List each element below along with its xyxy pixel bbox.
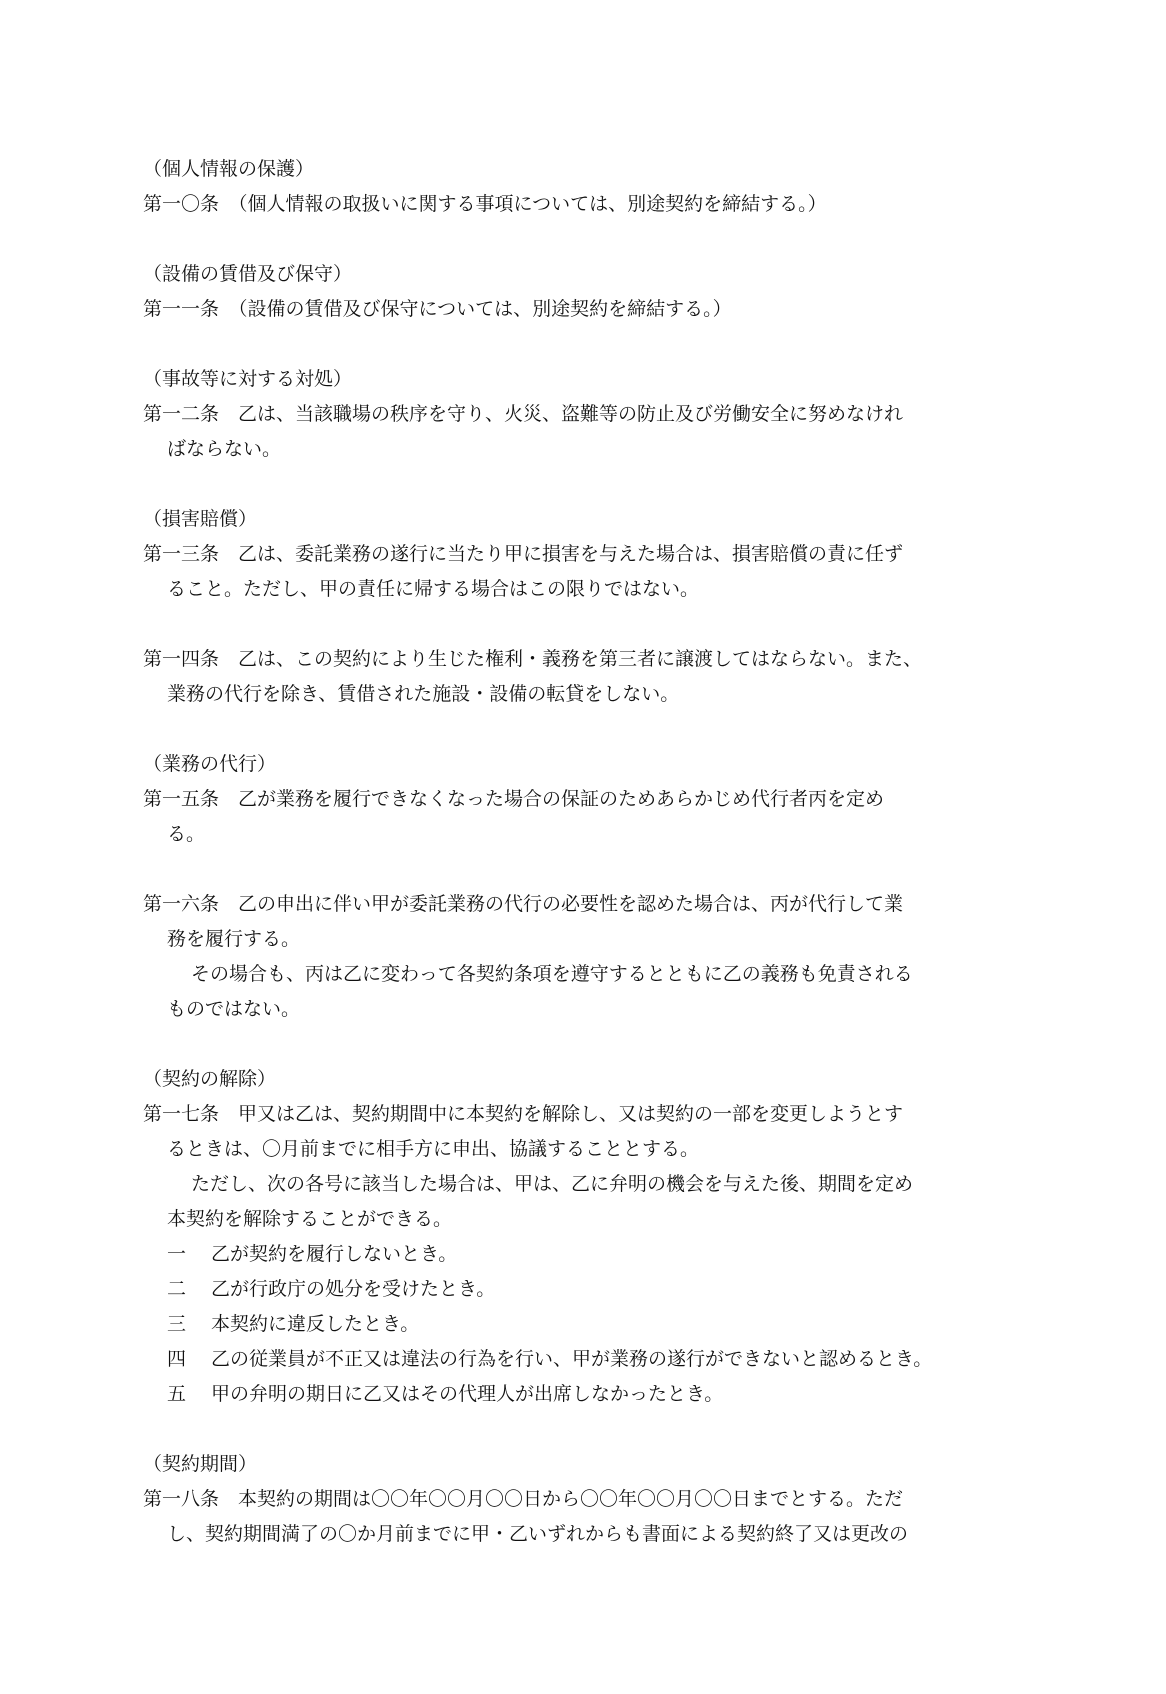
article-13-heading: （損害賠償） [143,508,258,530]
list-item-number: 三 [167,1313,187,1335]
article-10-heading: （個人情報の保護） [143,158,315,180]
spacer [143,607,1023,642]
spacer [143,222,1023,257]
article-11-text: 第一一条 （設備の賃借及び保守については、別途契約を締結する。） [143,298,732,320]
spacer [143,852,1023,887]
list-item [143,1377,1023,1412]
article-17-para2-line1: ただし、次の各号に該当した場合は、甲は、乙に弁明の機会を与えた後、期間を定め [191,1173,914,1195]
list-item-number: 四 [167,1348,187,1370]
list-item [143,1342,1023,1377]
list-item-number: 一 [167,1243,187,1265]
article-17-heading: （契約の解除） [143,1068,277,1090]
spacer [143,712,1023,747]
article-14-text-line1: 第一四条 乙は、この契約により生じた権利・義務を第三者に譲渡してはならない。また、 [143,648,923,670]
article-12-text-line1: 第一二条 乙は、当該職場の秩序を守り、火災、盗難等の防止及び労働安全に努めなけれ [143,403,904,425]
article-11-heading: （設備の賃借及び保守） [143,263,353,285]
spacer [143,467,1023,502]
article-12-text-line2: ばならない。 [167,438,282,460]
list-item-number: 二 [167,1278,187,1300]
list-item-text: 乙が契約を履行しないとき。 [211,1243,458,1265]
list-item-number: 五 [167,1383,187,1405]
spacer [143,1027,1023,1062]
article-12-heading: （事故等に対する対処） [143,368,353,390]
article-13-text-line2: ること。ただし、甲の責任に帰する場合はこの限りではない。 [167,578,700,600]
article-16-para2-line2: ものではない。 [167,998,301,1020]
article-17-para2-line2: 本契約を解除することができる。 [167,1208,453,1230]
list-item-text: 乙の従業員が不正又は違法の行為を行い、甲が業務の遂行ができないと認めるとき。 [211,1348,933,1370]
article-15-heading: （業務の代行） [143,753,277,775]
list-item [143,1272,1023,1307]
article-18-text-line2: し、契約期間満了の〇か月前までに甲・乙いずれからも書面による契約終了又は更改の [167,1523,909,1545]
article-10-text: 第一〇条 （個人情報の取扱いに関する事項については、別途契約を締結する。） [143,193,827,215]
spacer [143,1412,1023,1447]
article-16-text-line1: 第一六条 乙の申出に伴い甲が委託業務の代行の必要性を認めた場合は、丙が代行して業 [143,893,904,915]
article-16-text-line2: 務を履行する。 [167,928,301,950]
article-14-text-line2: 業務の代行を除き、賃借された施設・設備の転貸をしない。 [167,683,680,705]
article-13-text-line1: 第一三条 乙は、委託業務の遂行に当たり甲に損害を与えた場合は、損害賠償の責に任ず [143,543,904,565]
article-18-heading: （契約期間） [143,1453,258,1475]
list-item [143,1237,1023,1272]
spacer [143,327,1023,362]
list-item-text: 本契約に違反したとき。 [211,1313,420,1335]
list-item-text: 乙が行政庁の処分を受けたとき。 [211,1278,496,1300]
article-17-text-line2: るときは、〇月前までに相手方に申出、協議することとする。 [167,1138,700,1160]
article-15-text-line1: 第一五条 乙が業務を履行できなくなった場合の保証のためあらかじめ代行者丙を定め [143,788,885,810]
document-body [143,152,1023,1552]
article-16-para2-line1: その場合も、丙は乙に変わって各契約条項を遵守するとともに乙の義務も免責される [191,963,913,985]
article-18-text-line1: 第一八条 本契約の期間は〇〇年〇〇月〇〇日から〇〇年〇〇月〇〇日までとする。ただ [143,1488,904,1510]
article-15-text-line2: る。 [167,823,206,845]
list-item [143,1307,1023,1342]
article-17-text-line1: 第一七条 甲又は乙は、契約期間中に本契約を解除し、又は契約の一部を変更しようとす [143,1103,904,1125]
list-item-text: 甲の弁明の期日に乙又はその代理人が出席しなかったとき。 [211,1383,724,1405]
